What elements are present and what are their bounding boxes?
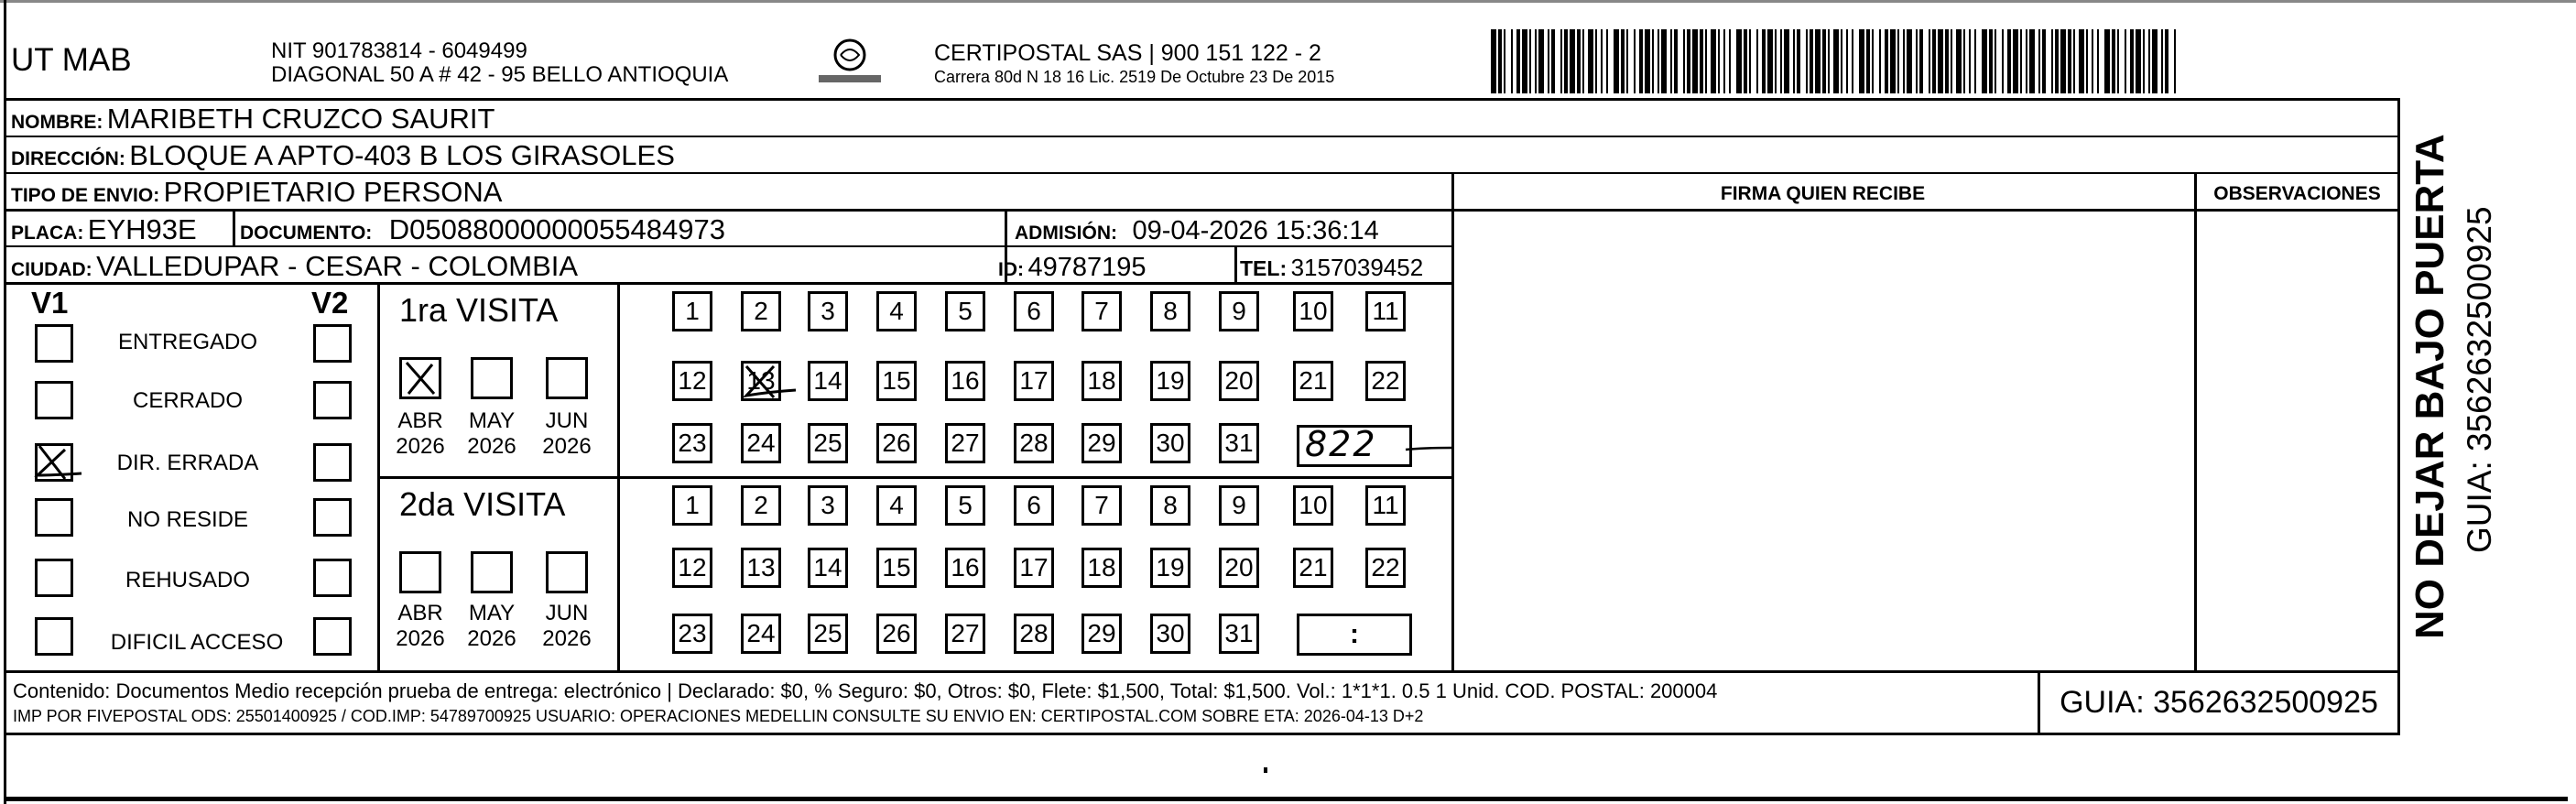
visit2-day-1[interactable]: 1	[672, 485, 712, 526]
card-left-edge	[4, 0, 6, 804]
visit1-day-4[interactable]: 4	[876, 291, 917, 331]
visit1-title: 1ra VISITA	[399, 291, 559, 329]
visit2-day-10[interactable]: 10	[1293, 485, 1333, 526]
status-entregado: ENTREGADO	[117, 330, 257, 354]
v2-checkbox-no-reside[interactable]	[313, 498, 352, 537]
visit1-day-13[interactable]: 13	[741, 361, 781, 401]
documento-row	[240, 213, 725, 246]
visit2-month-abr-checkbox[interactable]	[399, 551, 441, 593]
visit2-day-4[interactable]: 4	[876, 485, 917, 526]
tipo-label: TIPO DE ENVIO:	[11, 185, 160, 206]
visit2-title: 2da VISITA	[399, 485, 566, 523]
visit1-time-handwritten: 822	[1305, 424, 1377, 464]
observaciones-label: OBSERVACIONES	[2213, 183, 2381, 204]
visit2-day-19[interactable]: 19	[1150, 548, 1190, 588]
visit1-day-29[interactable]: 29	[1081, 423, 1122, 463]
visit1-day-2[interactable]: 2	[741, 291, 781, 331]
id-row	[998, 253, 1146, 283]
id-value: 49787195	[1027, 253, 1147, 282]
v2-checkbox-rehusado[interactable]	[313, 559, 352, 597]
barcode	[1491, 29, 2178, 93]
visit2-day-28[interactable]: 28	[1014, 614, 1054, 654]
tel-row	[1240, 254, 1423, 282]
ciudad-label: CIUDAD:	[11, 259, 92, 280]
visit2-day-22[interactable]: 22	[1365, 548, 1406, 588]
obs-col-line	[2194, 174, 2197, 673]
visit2-day-3[interactable]: 3	[808, 485, 848, 526]
admision-value: 09-04-2026 15:36:14	[1132, 216, 1379, 245]
frame-top	[6, 98, 2400, 101]
visit1-day-18[interactable]: 18	[1081, 361, 1122, 401]
handwritten-stroke-mark	[1406, 444, 1461, 462]
visit1-day-30[interactable]: 30	[1150, 423, 1190, 463]
visit2-day-30[interactable]: 30	[1150, 614, 1190, 654]
visit1-day-7[interactable]: 7	[1081, 291, 1122, 331]
visit2-month-may-checkbox[interactable]	[471, 551, 513, 593]
visit-divider	[378, 476, 1452, 479]
status-dir-errada: DIR. ERRADA	[116, 451, 259, 475]
visit1-day-25[interactable]: 25	[808, 423, 848, 463]
tel-value: 3157039452	[1290, 254, 1424, 281]
visit1-day-20[interactable]: 20	[1219, 361, 1259, 401]
placa-label: PLACA:	[11, 223, 84, 244]
v2-label: V2	[311, 286, 349, 320]
visit1-day-14[interactable]: 14	[808, 361, 848, 401]
visit2-day-5[interactable]: 5	[945, 485, 985, 526]
nombre-row	[11, 103, 495, 136]
visit2-day-18[interactable]: 18	[1081, 548, 1122, 588]
visit1-day-27[interactable]: 27	[945, 423, 985, 463]
visit1-day-23[interactable]: 23	[672, 423, 712, 463]
visit1-month-abr-checkbox[interactable]	[399, 357, 441, 399]
speck-mark	[1264, 767, 1267, 773]
placa-value: EYH93E	[87, 213, 197, 245]
certipostal-logo-icon	[813, 37, 886, 90]
v1-checkbox-dificil-acceso[interactable]	[35, 617, 73, 656]
visit1-month-abr: ABR 2026	[396, 408, 445, 459]
visit2-time-placeholder: :	[1350, 619, 1359, 649]
sender-address: DIAGONAL 50 A # 42 - 95 BELLO ANTIOQUIA	[271, 62, 729, 87]
footer-contenido: Contenido: Documentos Medio recepción prueba de entrega: electrónico | Declarado: $0, % Seguro: $0, Otros: $0, Flete: $1,500, Total: $1,500. Vol.: 1*1*1. 0.5 1 Unid. COD. POSTAL: 200004	[13, 679, 1718, 702]
visit2-day-23[interactable]: 23	[672, 614, 712, 654]
tel-divider	[1234, 247, 1237, 284]
visit1-day-11[interactable]: 11	[1365, 291, 1406, 331]
visit2-day-2[interactable]: 2	[741, 485, 781, 526]
firma-header-line	[1451, 209, 2399, 211]
signature-col-line	[1451, 174, 1454, 673]
visit1-day-1[interactable]: 1	[672, 291, 712, 331]
frame-right	[2397, 98, 2400, 735]
footer-top-line	[6, 670, 2400, 673]
sender-name: UT MAB	[11, 42, 132, 78]
direccion-label: DIRECCIÓN:	[11, 148, 125, 169]
visit1-month-jun-checkbox[interactable]	[546, 357, 588, 399]
visit2-day-14[interactable]: 14	[808, 548, 848, 588]
status-rehusado: REHUSADO	[125, 568, 251, 592]
side-warning: NO DEJAR BAJO PUERTA	[2408, 134, 2452, 639]
visit1-month-jun: JUN 2026	[542, 408, 592, 459]
footer-guia: GUIA: 3562632500925	[2060, 685, 2378, 720]
visit1-day-10[interactable]: 10	[1293, 291, 1333, 331]
status-dificil-acceso: DIFICIL ACCESO	[110, 630, 284, 655]
status-cerrado: CERRADO	[132, 388, 243, 413]
visit1-month-may-checkbox[interactable]	[471, 357, 513, 399]
visit2-month-jun-checkbox[interactable]	[546, 551, 588, 593]
documento-value: D05088000000055484973	[388, 213, 725, 245]
admision-row	[1015, 216, 1379, 246]
visit1-day-3[interactable]: 3	[808, 291, 848, 331]
visit2-day-25[interactable]: 25	[808, 614, 848, 654]
visit2-month-jun: JUN 2026	[542, 601, 592, 651]
visit2-day-9[interactable]: 9	[1219, 485, 1259, 526]
visit1-day-24[interactable]: 24	[741, 423, 781, 463]
visit1-day-22[interactable]: 22	[1365, 361, 1406, 401]
visit1-day-21[interactable]: 21	[1293, 361, 1333, 401]
placa-row	[11, 213, 197, 246]
visit1-day-31[interactable]: 31	[1219, 423, 1259, 463]
tel-label: TEL:	[1240, 256, 1288, 280]
visit2-day-6[interactable]: 6	[1014, 485, 1054, 526]
visit1-day-26[interactable]: 26	[876, 423, 917, 463]
handwritten-x-mark	[399, 357, 441, 399]
visit1-day-16[interactable]: 16	[945, 361, 985, 401]
visit2-day-11[interactable]: 11	[1365, 485, 1406, 526]
firma-label: FIRMA QUIEN RECIBE	[1720, 183, 1926, 204]
id-label: ID:	[998, 259, 1024, 280]
visit1-time-box[interactable]	[1297, 425, 1412, 467]
visit2-day-21[interactable]: 21	[1293, 548, 1333, 588]
v2-checkbox-cerrado[interactable]	[313, 381, 352, 419]
visit2-day-29[interactable]: 29	[1081, 614, 1122, 654]
visit1-day-12[interactable]: 12	[672, 361, 712, 401]
visit1-day-17[interactable]: 17	[1014, 361, 1054, 401]
nombre-label: NOMBRE:	[11, 112, 103, 133]
v2-checkbox-dir-errada[interactable]	[313, 443, 352, 482]
visit2-day-7[interactable]: 7	[1081, 485, 1122, 526]
visit2-day-13[interactable]: 13	[741, 548, 781, 588]
row-line-2	[6, 172, 2400, 174]
visit2-day-8[interactable]: 8	[1150, 485, 1190, 526]
company-license: Carrera 80d N 18 16 Lic. 2519 De Octubre 23 De 2015	[934, 68, 1335, 86]
nombre-value: MARIBETH CRUZCO SAURIT	[106, 103, 495, 135]
visit1-day-5[interactable]: 5	[945, 291, 985, 331]
row-line-1	[6, 136, 2400, 137]
v2-checkbox-dificil-acceso[interactable]	[313, 617, 352, 656]
visit1-day-15[interactable]: 15	[876, 361, 917, 401]
direccion-value: BLOQUE A APTO-403 B LOS GIRASOLES	[129, 139, 675, 171]
status-no-reside: NO RESIDE	[126, 507, 249, 532]
top-edge	[0, 0, 2576, 3]
card-bottom-edge	[4, 797, 2568, 801]
visit2-time-box[interactable]	[1297, 614, 1412, 656]
visit2-day-17[interactable]: 17	[1014, 548, 1054, 588]
frame-bottom	[6, 733, 2400, 735]
footer-imp: IMP POR FIVEPOSTAL ODS: 25501400925 / COD.IMP: 54789700925 USUARIO: OPERACIONES MEDELLIN CONSULTE SU ENVIO EN: CERTIPOSTAL.COM SOBRE ETA: 2026-04-13 D+2	[13, 707, 1424, 725]
v1-label: V1	[31, 286, 69, 320]
visit2-month-may: MAY 2026	[467, 601, 516, 651]
visit1-day-19[interactable]: 19	[1150, 361, 1190, 401]
visit2-day-12[interactable]: 12	[672, 548, 712, 588]
direccion-row	[11, 139, 675, 172]
tipo-row	[11, 176, 502, 209]
visit1-day-28[interactable]: 28	[1014, 423, 1054, 463]
handwritten-x-mark	[741, 361, 805, 401]
ciudad-value: VALLEDUPAR - CESAR - COLOMBIA	[96, 250, 579, 282]
documento-label: DOCUMENTO:	[240, 223, 373, 244]
v2-checkbox-entregado[interactable]	[313, 324, 352, 363]
visit2-day-15[interactable]: 15	[876, 548, 917, 588]
placa-divider	[233, 211, 235, 247]
visit2-day-20[interactable]: 20	[1219, 548, 1259, 588]
visit1-day-9[interactable]: 9	[1219, 291, 1259, 331]
side-guia: GUIA: 3562632500925	[2461, 206, 2498, 554]
visit2-day-24[interactable]: 24	[741, 614, 781, 654]
sender-nit: NIT 901783814 - 6049499	[271, 38, 527, 63]
visit1-day-6[interactable]: 6	[1014, 291, 1054, 331]
company-name: CERTIPOSTAL SAS | 900 151 122 - 2	[934, 40, 1321, 66]
visit2-day-31[interactable]: 31	[1219, 614, 1259, 654]
visit1-day-8[interactable]: 8	[1150, 291, 1190, 331]
visit2-day-16[interactable]: 16	[945, 548, 985, 588]
tipo-value: PROPIETARIO PERSONA	[163, 176, 503, 208]
visit2-day-27[interactable]: 27	[945, 614, 985, 654]
admision-label: ADMISIÓN:	[1015, 223, 1117, 244]
visit2-day-26[interactable]: 26	[876, 614, 917, 654]
ciudad-row	[11, 250, 578, 283]
visit1-month-may: MAY 2026	[467, 408, 516, 459]
visit2-month-abr: ABR 2026	[396, 601, 445, 651]
